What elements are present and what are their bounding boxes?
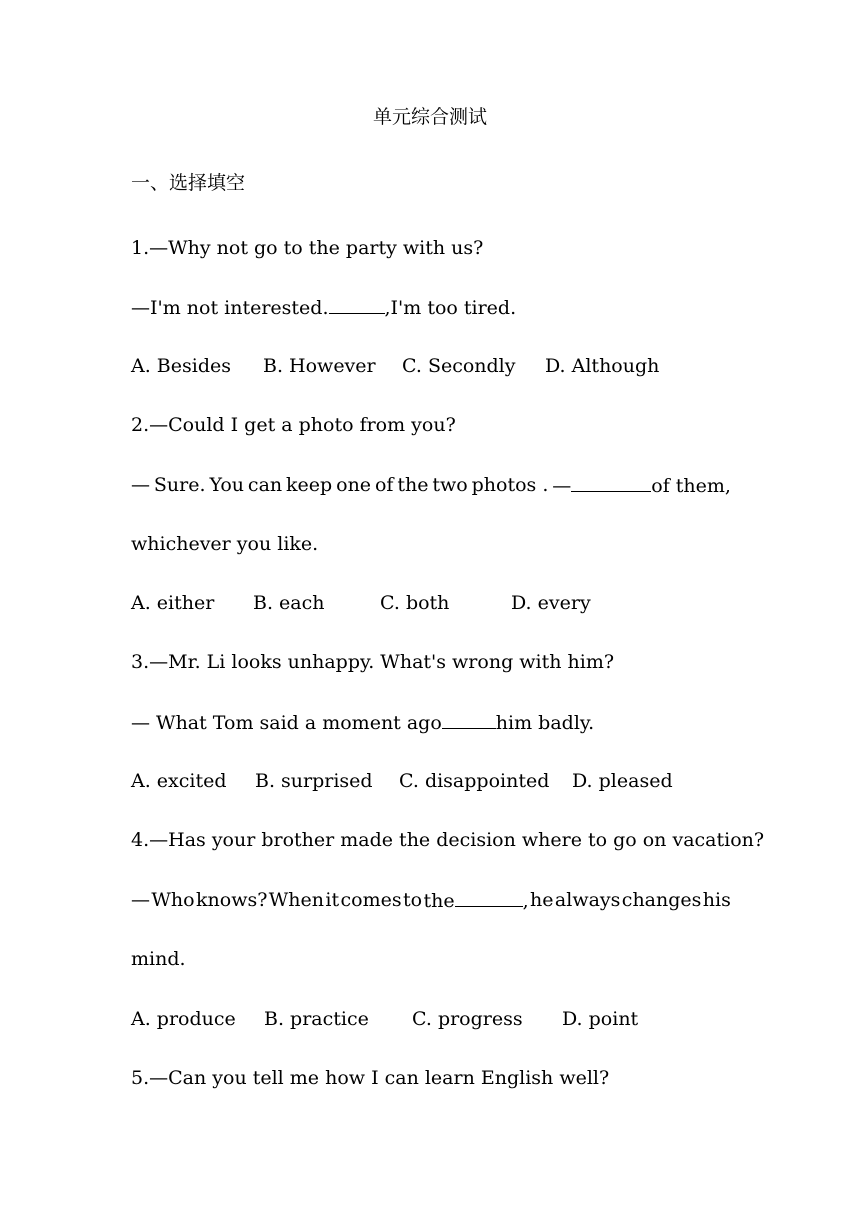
option-a: A. excited xyxy=(131,770,227,792)
answer-blank xyxy=(442,710,496,729)
option-a: A. produce xyxy=(131,1008,236,1030)
answer-word: — xyxy=(131,889,150,911)
question-3-answer xyxy=(131,710,594,735)
question-2-answer-cont: whichever you like. xyxy=(131,533,319,555)
answer-word: to xyxy=(403,889,423,911)
question-4-answer-cont: mind. xyxy=(131,948,186,970)
answer-blank xyxy=(329,295,385,314)
question-4-answer xyxy=(131,888,731,913)
answer-blank xyxy=(571,473,651,492)
option-d: D. every xyxy=(511,592,591,614)
answer-word: changes xyxy=(621,889,702,911)
answer-word: his xyxy=(702,889,731,911)
question-5: 5.—Can you tell me how I can learn English well? xyxy=(131,1067,610,1089)
option-d: D. pleased xyxy=(572,770,673,792)
answer-blank xyxy=(455,888,523,907)
answer-text: — What Tom said a moment ago xyxy=(131,712,442,734)
answer-blank-group xyxy=(552,473,731,498)
question-4: 4.—Has your brother made the decision where to go on vacation? xyxy=(131,829,765,851)
answer-word: knows? xyxy=(196,889,268,911)
answer-word: photos . xyxy=(471,474,549,496)
answer-text: him badly. xyxy=(495,712,595,734)
answer-word: the xyxy=(397,474,429,496)
option-b: B. However xyxy=(263,355,376,377)
answer-word: of them, xyxy=(651,475,731,497)
question-1: 1.—Why not go to the party with us? xyxy=(131,237,484,259)
answer-text: ,I'm too tired. xyxy=(384,297,517,319)
option-d: D. point xyxy=(562,1008,639,1030)
answer-word: can xyxy=(247,474,283,496)
option-c: C. progress xyxy=(412,1008,523,1030)
question-1-answer xyxy=(131,295,516,320)
page-title: 单元综合测试 xyxy=(372,106,487,128)
answer-word: Who xyxy=(151,889,195,911)
answer-word: two xyxy=(432,474,468,496)
question-2-answer xyxy=(131,473,731,498)
question-2: 2.—Could I get a photo from you? xyxy=(131,414,456,436)
answer-word: it xyxy=(325,889,340,911)
option-c: C. both xyxy=(380,592,450,614)
answer-word: You xyxy=(209,474,245,496)
answer-word: of xyxy=(374,474,394,496)
answer-word: When xyxy=(268,889,325,911)
answer-word: the xyxy=(423,890,455,912)
option-c: C. Secondly xyxy=(402,355,516,377)
option-a: A. Besides xyxy=(131,355,231,377)
answer-word: Sure. xyxy=(153,474,206,496)
option-d: D. Although xyxy=(545,355,660,377)
answer-word: — xyxy=(131,474,150,496)
answer-word: — xyxy=(552,475,572,497)
question-3: 3.—Mr. Li looks unhappy. What's wrong with him? xyxy=(131,651,615,673)
option-a: A. either xyxy=(131,592,215,614)
section-heading: 一、选择填空 xyxy=(131,172,246,194)
option-b: B. surprised xyxy=(255,770,373,792)
answer-text: —I'm not interested. xyxy=(131,297,329,319)
answer-word: comes xyxy=(340,889,402,911)
answer-word: he xyxy=(530,889,554,911)
answer-word: keep xyxy=(286,474,333,496)
answer-word: one xyxy=(336,474,372,496)
answer-blank-group xyxy=(423,888,528,913)
option-b: B. each xyxy=(253,592,325,614)
option-b: B. practice xyxy=(264,1008,369,1030)
answer-word: , xyxy=(522,890,529,912)
option-c: C. disappointed xyxy=(399,770,550,792)
answer-word: always xyxy=(554,889,621,911)
